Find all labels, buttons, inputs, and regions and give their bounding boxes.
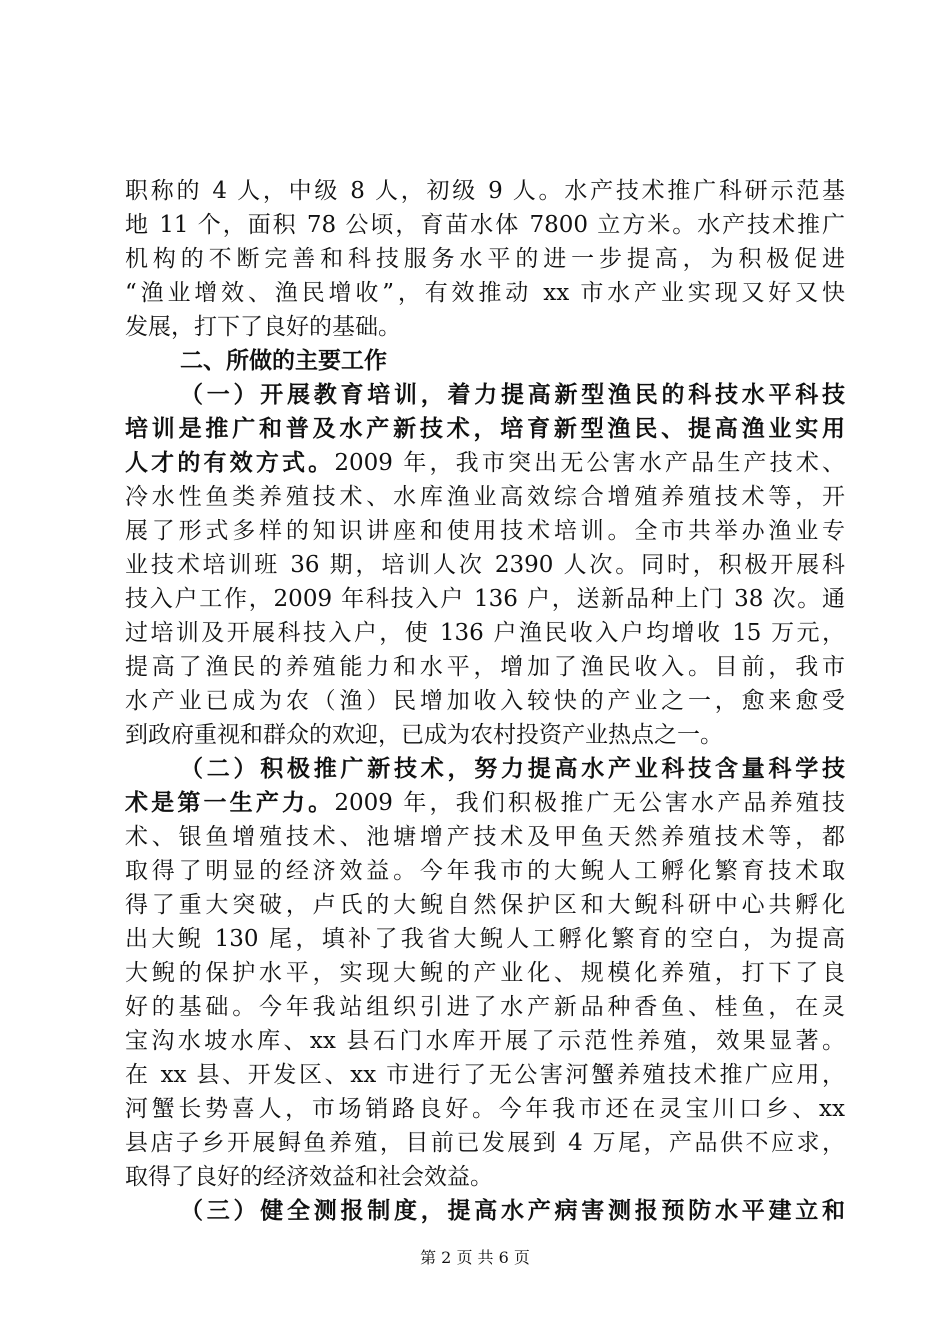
paragraph-line: 发展，打下了良好的基础。 <box>125 314 401 340</box>
page-number-footer: 第 2 页 共 6 页 <box>420 1248 530 1267</box>
paragraph-text: 2009 年，我市突出无公害水产品生产技术、 <box>334 450 845 476</box>
paragraph-line: 技入户工作，2009 年科技入户 136 户，送新品种上门 38 次。通 <box>125 586 845 612</box>
paragraph-line: 过培训及开展科技入户，使 136 户渔民收入户均增收 15 万元， <box>125 620 845 646</box>
paragraph-line: 术、银鱼增殖技术、池塘增产技术及甲鱼天然养殖技术等，都 <box>125 824 845 850</box>
subsection-title-line: （三）健全测报制度，提高水产病害测报预防水平建立和 <box>180 1197 845 1224</box>
paragraph-line: 冷水性鱼类养殖技术、水库渔业高效综合增殖养殖技术等，开 <box>125 484 845 510</box>
paragraph-line: 河蟹长势喜人，市场销路良好。今年我市还在灵宝川口乡、xx <box>125 1096 845 1122</box>
paragraph-line: 大鲵的保护水平，实现大鲵的产业化、规模化养殖，打下了良 <box>125 960 845 986</box>
subsection-title-end: 人才的有效方式。 <box>125 449 335 476</box>
paragraph-line: 业技术培训班 36 期，培训人次 2390 人次。同时，积极开展科 <box>125 552 845 578</box>
paragraph-line: 取得了明显的经济效益。今年我市的大鲵人工孵化繁育技术取 <box>125 858 845 884</box>
paragraph-text: 2009 年，我们积极推广无公害水产品养殖技 <box>334 790 845 816</box>
paragraph-line: 提高了渔民的养殖能力和水平，增加了渔民收入。目前，我市 <box>125 654 845 680</box>
paragraph-line: 地 11 个，面积 78 公顷，育苗水体 7800 立方米。水产技术推广 <box>125 212 845 238</box>
paragraph-line: 机构的不断完善和科技服务水平的进一步提高，为积极促进 <box>125 246 845 272</box>
subsection-title-line: 培训是推广和普及水产新技术，培育新型渔民、提高渔业实用 <box>125 415 845 442</box>
subsection-title-end: 术是第一生产力。 <box>125 789 335 816</box>
paragraph-line: 县店子乡开展鲟鱼养殖，目前已发展到 4 万尾，产品供不应求， <box>125 1130 845 1156</box>
section-heading: 二、所做的主要工作 <box>180 347 387 374</box>
paragraph-line: 在 xx 县、开发区、xx 市进行了无公害河蟹养殖技术推广应用， <box>125 1062 845 1088</box>
paragraph-line: 职称的 4 人，中级 8 人，初级 9 人。水产技术推广科研示范基 <box>125 178 845 204</box>
paragraph-line <box>125 786 845 820</box>
paragraph-line: “渔业增效、渔民增收”，有效推动 xx 市水产业实现又好又快 <box>125 280 845 306</box>
paragraph-line: 好的基础。今年我站组织引进了水产新品种香鱼、桂鱼，在灵 <box>125 994 845 1020</box>
paragraph-line: 宝沟水坡水库、xx 县石门水库开展了示范性养殖，效果显著。 <box>125 1028 845 1054</box>
paragraph-line: 取得了良好的经济效益和社会效益。 <box>125 1164 493 1190</box>
subsection-title-line: （二）积极推广新技术，努力提高水产业科技含量科学技 <box>180 755 845 782</box>
paragraph-line: 得了重大突破，卢氏的大鲵自然保护区和大鲵科研中心共孵化 <box>125 892 845 918</box>
paragraph-line: 出大鲵 130 尾，填补了我省大鲵人工孵化繁育的空白，为提高 <box>125 926 845 952</box>
paragraph-line: 到政府重视和群众的欢迎，已成为农村投资产业热点之一。 <box>125 722 723 748</box>
paragraph-line: 展了形式多样的知识讲座和使用技术培训。全市共举办渔业专 <box>125 518 845 544</box>
subsection-title-line: （一）开展教育培训，着力提高新型渔民的科技水平科技 <box>180 381 845 408</box>
paragraph-line <box>125 446 845 480</box>
paragraph-line: 水产业已成为农（渔）民增加收入较快的产业之一，愈来愈受 <box>125 688 845 714</box>
